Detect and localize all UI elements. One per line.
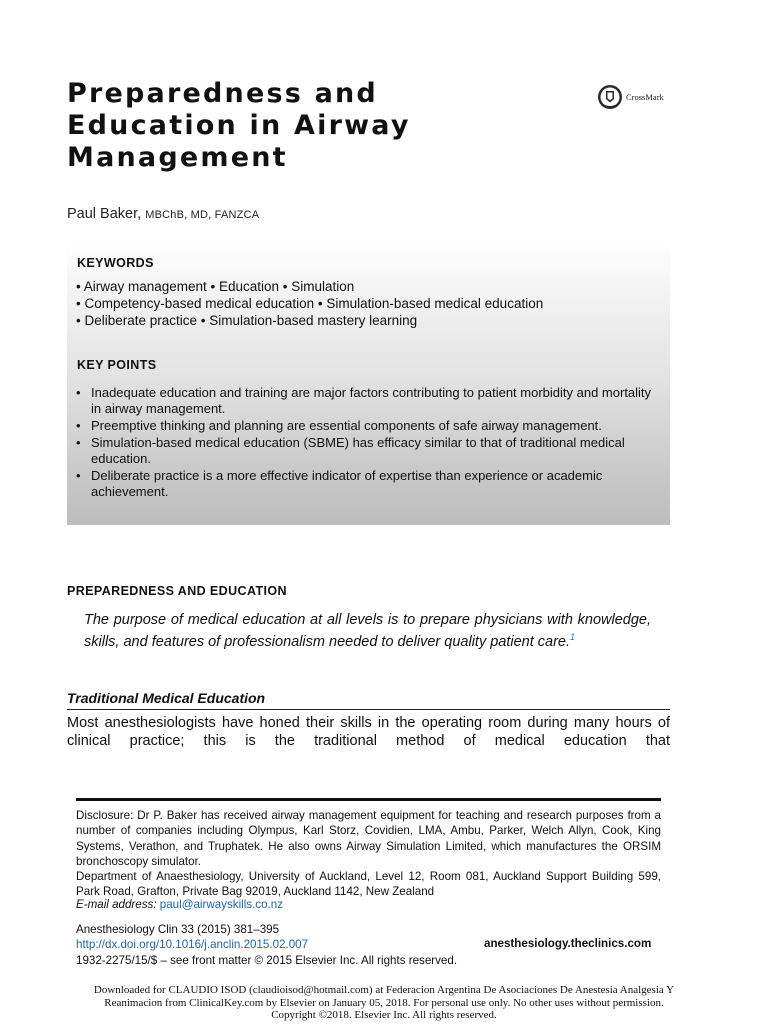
bullet-icon: • [76, 418, 81, 433]
key-point-item [76, 435, 658, 467]
key-point-item [76, 418, 658, 434]
title-line: Preparedness and [67, 78, 378, 109]
section-heading: PREPAREDNESS AND EDUCATION [67, 584, 287, 598]
title-line: Education in Airway [67, 110, 411, 141]
copyright-line: 1932-2275/15/$ – see front matter © 2015 Elsevier Inc. All rights reserved. [76, 953, 458, 967]
email-row [76, 898, 283, 911]
key-point-item [76, 385, 658, 417]
download-line: Copyright ©2018. Elsevier Inc. All rights reserved. [271, 1009, 497, 1021]
journal-citation: Anesthesiology Clin 33 (2015) 381–395 [76, 923, 280, 936]
doi-link[interactable]: http://dx.doi.org/10.1016/j.anclin.2015.02.007 [76, 938, 309, 952]
email-link[interactable]: paul@airwayskills.co.nz [159, 898, 284, 911]
bullet-icon: • [76, 385, 81, 400]
keyword-line: • Competency-based medical education • Simulation-based medical education [76, 296, 544, 311]
footnotes [76, 808, 661, 900]
keywords-heading: KEYWORDS [77, 256, 154, 270]
bullet-icon: • [76, 435, 81, 450]
journal-site: anesthesiology.theclinics.com [484, 937, 652, 950]
reference-link[interactable]: 1 [570, 632, 576, 642]
article-title [67, 78, 527, 174]
key-point-text: Inadequate education and training are major factors contributing to patient morbidity and mortality in airway management. [91, 385, 652, 416]
title-line: Management [67, 142, 288, 173]
email-label: E-mail address: [76, 898, 157, 911]
epigraph-quote [84, 612, 651, 651]
subsection-heading: Traditional Medical Education [67, 690, 266, 706]
key-point-item [76, 468, 658, 500]
disclosure-note: Disclosure: Dr P. Baker has received airway management equipment for teaching and research purposes from a number of companies including Olympus, Karl Storz, Covidien, LMA, Ambu, Parker, Welch Allyn, Cook, King Systems, Verathon, and Truphatek. He also owns Airway Simulation Limited, which manufactures the ORSIM bronchoscopy simulator. [76, 809, 661, 868]
author-credentials: MBChB, MD, FANZCA [145, 209, 260, 221]
key-point-text: Deliberate practice is a more effective indicator of expertise than experience or academic achievement. [91, 468, 603, 499]
key-point-text: Simulation-based medical education (SBME) has efficacy similar to that of traditional medical education. [91, 435, 625, 466]
crossmark-icon [597, 84, 623, 110]
download-line: Downloaded for CLAUDIO ISOD (claudioisod@hotmail.com) at Federacion Argentina De Asociaciones De Anestesia Analgesia Y [93, 984, 675, 996]
key-points-list [76, 385, 658, 501]
subsection-divider [67, 709, 670, 710]
quote-text: The purpose of medical education at all levels is to prepare physicians with knowledge, skills, and features of professionalism needed to deliver quality patient care. [84, 612, 651, 650]
key-point-text: Preemptive thinking and planning are essential components of safe airway management. [91, 418, 602, 433]
key-points-heading: KEY POINTS [77, 358, 157, 372]
footnote-divider [76, 798, 661, 801]
crossmark-label: CrossMark [626, 92, 664, 102]
keywords-keypoints-box [67, 244, 670, 525]
affiliation-note: Department of Anaesthesiology, University of Auckland, Level 12, Room 081, Auckland Support Building 599, Park Road, Grafton, Private Bag 92019, Auckland 1142, New Zealand [76, 870, 661, 899]
keyword-line: • Deliberate practice • Simulation-based mastery learning [76, 313, 418, 328]
keywords-list [76, 278, 543, 329]
keyword-line: • Airway management • Education • Simulation [76, 279, 355, 294]
citation-block [76, 922, 457, 968]
download-line: Reanimacion from ClinicalKey.com by Elsevier on January 05, 2018. For personal use only. No other uses without permission. [104, 996, 664, 1009]
download-notice [0, 984, 768, 1022]
body-paragraph: Most anesthesiologists have honed their skills in the operating room during many hours of clinical practice; this is the traditional method of medical education that [67, 715, 670, 749]
crossmark-badge[interactable] [597, 84, 664, 110]
author-name: Paul Baker, [67, 206, 142, 222]
author-line [67, 206, 259, 222]
bullet-icon: • [76, 468, 81, 483]
